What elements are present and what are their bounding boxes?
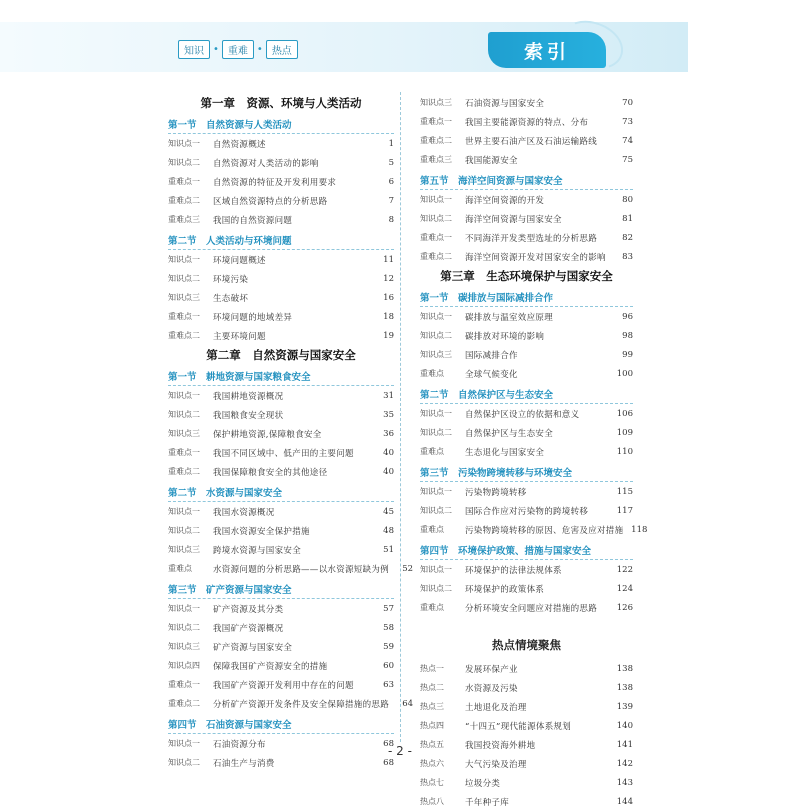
entry-text: 保护耕地资源,保障粮食安全 <box>213 429 322 440</box>
entry-label: 热点二 <box>420 683 444 692</box>
entry-label: 热点五 <box>420 740 444 749</box>
section-title: 第二节 自然保护区与生态安全 <box>420 389 633 404</box>
entry-label: 知识点三 <box>420 98 452 107</box>
entry-label: 知识点二 <box>420 584 452 593</box>
toc-entry[interactable] <box>420 228 633 247</box>
toc-entry[interactable] <box>420 326 633 345</box>
toc-entry[interactable] <box>168 540 394 559</box>
tag-knowledge: 知识 <box>178 40 210 59</box>
entry-label: 热点四 <box>420 721 444 730</box>
entry-page: 63 <box>383 679 394 690</box>
page-number: - 2 - <box>388 744 412 758</box>
toc-entry[interactable] <box>420 678 633 697</box>
entry-label: 知识点四 <box>168 661 200 670</box>
header-tags <box>178 40 298 59</box>
toc-entry[interactable] <box>168 153 394 172</box>
entry-page: 98 <box>622 330 633 341</box>
entry-label: 重难点三 <box>420 155 452 164</box>
toc-entry[interactable] <box>420 442 633 461</box>
toc-entry[interactable] <box>420 364 633 383</box>
entry-text: 水资源问题的分析思路——以水资源短缺为例 <box>213 564 390 575</box>
entry-text: 千年种子库 <box>465 797 510 808</box>
toc-entry[interactable] <box>420 423 633 442</box>
page-header <box>0 0 800 80</box>
entry-text: 生态退化与国家安全 <box>465 447 545 458</box>
entry-page: 19 <box>383 330 394 341</box>
entry-text: 保障我国矿产资源安全的措施 <box>213 661 328 672</box>
entry-text: 石油资源分布 <box>213 739 266 750</box>
entry-text: 环境问题概述 <box>213 255 266 266</box>
entry-text: 海洋空间资源开发对国家安全的影响 <box>465 252 606 263</box>
entry-label: 知识点一 <box>168 255 200 264</box>
toc-entry[interactable] <box>168 462 394 481</box>
entry-label: 知识点三 <box>168 545 200 554</box>
toc-entry[interactable] <box>168 405 394 424</box>
entry-text: 碳排放与温室效应原理 <box>465 312 554 323</box>
entry-page: 96 <box>622 311 633 322</box>
entry-text: 发展环保产业 <box>465 664 518 675</box>
entry-text: 国际合作应对污染物的跨境转移 <box>465 506 589 517</box>
chapter-title: 第一章 资源、环境与人类活动 <box>200 96 362 110</box>
entry-label: 热点一 <box>420 664 444 673</box>
entry-text: 生态破坏 <box>213 293 249 304</box>
entry-page: 7 <box>388 195 394 206</box>
entry-page: 58 <box>383 622 394 633</box>
entry-page: 117 <box>616 505 633 516</box>
entry-page: 80 <box>622 194 633 205</box>
entry-page: 12 <box>383 273 394 284</box>
toc-entry[interactable] <box>168 191 394 210</box>
section-title: 第二节 水资源与国家安全 <box>168 487 394 502</box>
toc-entry[interactable] <box>168 269 394 288</box>
entry-text: 海洋空间资源的开发 <box>465 195 545 206</box>
entry-label: 重难点一 <box>168 312 200 321</box>
entry-text: 碳排放对环境的影响 <box>465 331 545 342</box>
entry-label: 知识点二 <box>168 158 200 167</box>
entry-text: 自然资源对人类活动的影响 <box>213 158 319 169</box>
entry-text: 大气污染及治理 <box>465 759 527 770</box>
entry-label: 知识点二 <box>168 623 200 632</box>
entry-label: 知识点三 <box>168 642 200 651</box>
entry-label: 知识点一 <box>420 565 452 574</box>
toc-entry[interactable] <box>168 326 394 345</box>
entry-page: 57 <box>383 603 394 614</box>
entry-page: 74 <box>622 135 633 146</box>
entry-label: 知识点一 <box>168 507 200 516</box>
toc-entry[interactable] <box>168 386 394 405</box>
left-column <box>168 93 414 772</box>
entry-label: 知识点一 <box>168 604 200 613</box>
toc-entry[interactable] <box>168 443 394 462</box>
entry-label: 重难点一 <box>168 177 200 186</box>
entry-label: 知识点二 <box>168 410 200 419</box>
entry-page: 60 <box>383 660 394 671</box>
right-column <box>420 93 648 811</box>
entry-label: 知识点一 <box>168 739 200 748</box>
entry-page: 40 <box>383 466 394 477</box>
entry-page: 73 <box>622 116 633 127</box>
entry-label: 重难点二 <box>168 196 200 205</box>
toc-entry[interactable] <box>168 250 394 269</box>
entry-label: 重难点二 <box>420 136 452 145</box>
entry-text: 我国投资海外耕地 <box>465 740 536 751</box>
entry-page: 36 <box>383 428 394 439</box>
entry-page: 6 <box>388 176 394 187</box>
entry-page: 59 <box>383 641 394 652</box>
toc-entry[interactable] <box>420 598 633 617</box>
toc-entry[interactable] <box>420 307 633 326</box>
toc-entry[interactable] <box>420 209 633 228</box>
entry-page: 82 <box>622 232 633 243</box>
toc-entry[interactable] <box>420 659 633 678</box>
entry-text: 污染物跨境转移 <box>465 487 527 498</box>
page-title: 索引 <box>488 32 606 68</box>
toc-entry[interactable] <box>420 190 633 209</box>
toc-entry[interactable] <box>420 482 633 501</box>
toc-entry[interactable] <box>420 697 633 716</box>
toc-entry[interactable] <box>420 501 633 520</box>
entry-text: 污染物跨境转移的原因、危害及应对措施 <box>465 525 624 536</box>
entry-text: 分析环境安全问题应对措施的思路 <box>465 603 598 614</box>
entry-label: 知识点一 <box>168 139 200 148</box>
entry-label: 知识点二 <box>420 506 452 515</box>
entry-label: 重难点一 <box>168 680 200 689</box>
entry-text: 区域自然资源特点的分析思路 <box>213 196 328 207</box>
entry-page: 115 <box>616 486 633 497</box>
toc-entry[interactable] <box>420 792 633 811</box>
toc-entry[interactable] <box>168 134 394 153</box>
toc-entry[interactable] <box>420 404 633 423</box>
toc-entry[interactable] <box>168 307 394 326</box>
entry-text: 环境保护的政策体系 <box>465 584 545 595</box>
entry-page: 142 <box>616 758 633 769</box>
section-title: 第四节 环境保护政策、措施与国家安全 <box>420 545 633 560</box>
entry-label: 重难点二 <box>168 331 200 340</box>
entry-text: 我国矿产资源概况 <box>213 623 284 634</box>
tag-hotspot: 热点 <box>266 40 298 59</box>
toc-entry[interactable] <box>420 560 633 579</box>
entry-label: 重难点二 <box>168 467 200 476</box>
section-title: 第三节 污染物跨境转移与环境安全 <box>420 467 633 482</box>
toc-entry[interactable] <box>420 112 633 131</box>
toc-entry[interactable] <box>420 247 633 266</box>
entry-text: 我国的自然资源问题 <box>213 215 293 226</box>
entry-text: 我国水资源安全保护措施 <box>213 526 310 537</box>
entry-label: 知识点二 <box>420 214 452 223</box>
entry-text: 我国水资源概况 <box>213 507 275 518</box>
toc-entry[interactable] <box>168 502 394 521</box>
entry-label: 知识点一 <box>168 391 200 400</box>
entry-page: 5 <box>388 157 394 168</box>
toc-entry[interactable] <box>420 579 633 598</box>
toc-entry[interactable] <box>168 675 394 694</box>
toc-entry[interactable] <box>168 172 394 191</box>
tag-separator: • <box>256 44 263 55</box>
entry-text: 水资源及污染 <box>465 683 518 694</box>
entry-page: 68 <box>383 738 394 749</box>
entry-text: 环境保护的法律法规体系 <box>465 565 562 576</box>
entry-text: 矿产资源与国家安全 <box>213 642 293 653</box>
entry-text: 矿产资源及其分类 <box>213 604 284 615</box>
entry-label: 知识点二 <box>168 274 200 283</box>
entry-page: 138 <box>616 682 633 693</box>
toc-entry[interactable] <box>168 288 394 307</box>
entry-label: 热点八 <box>420 797 444 806</box>
section-title: 第一节 碳排放与国际减排合作 <box>420 292 633 307</box>
entry-page: 106 <box>616 408 633 419</box>
chapter-title: 第二章 自然资源与国家安全 <box>206 348 356 362</box>
entry-label: 重难点三 <box>168 215 200 224</box>
entry-page: 99 <box>622 349 633 360</box>
entry-page: 1 <box>388 138 394 149</box>
toc-entry[interactable] <box>168 599 394 618</box>
entry-text: 石油资源与国家安全 <box>465 98 545 109</box>
entry-page: 70 <box>622 97 633 108</box>
entry-page: 11 <box>383 254 394 265</box>
toc-entry[interactable] <box>168 424 394 443</box>
toc-entry[interactable] <box>168 210 394 229</box>
entry-label: 重难点 <box>420 525 444 534</box>
entry-label: 重难点 <box>420 447 444 456</box>
entry-text: 我国耕地资源概况 <box>213 391 284 402</box>
section-title: 第五节 海洋空间资源与国家安全 <box>420 175 633 190</box>
entry-label: 重难点二 <box>168 699 200 708</box>
section-title: 第二节 人类活动与环境问题 <box>168 235 394 250</box>
entry-label: 重难点一 <box>420 117 452 126</box>
entry-page: 122 <box>616 564 633 575</box>
entry-page: 40 <box>383 447 394 458</box>
entry-text: 我国粮食安全现状 <box>213 410 284 421</box>
entry-page: 16 <box>383 292 394 303</box>
toc-entry[interactable] <box>168 618 394 637</box>
section-title: 第四节 石油资源与国家安全 <box>168 719 394 734</box>
entry-label: 热点七 <box>420 778 444 787</box>
entry-text: 我国保障粮食安全的其他途径 <box>213 467 328 478</box>
toc-entry[interactable] <box>420 131 633 150</box>
entry-text: 全球气候变化 <box>465 369 518 380</box>
entry-text: 环境问题的地域差异 <box>213 312 293 323</box>
entry-label: 知识点三 <box>420 350 452 359</box>
entry-label: 重难点 <box>168 564 192 573</box>
entry-text: 我国能源安全 <box>465 155 518 166</box>
entry-label: 知识点二 <box>168 526 200 535</box>
entry-text: 分析矿产资源开发条件及安全保障措施的思路 <box>213 699 390 710</box>
entry-text: 自然保护区与生态安全 <box>465 428 554 439</box>
entry-page: 144 <box>616 796 633 807</box>
entry-text: 环境污染 <box>213 274 249 285</box>
toc-entry[interactable] <box>420 345 633 364</box>
toc-entry[interactable] <box>168 694 414 713</box>
entry-page: 118 <box>631 524 648 535</box>
column-divider <box>400 92 401 742</box>
entry-page: 83 <box>622 251 633 262</box>
entry-text: 我国不同区域中、低产田的主要问题 <box>213 448 354 459</box>
entry-page: 51 <box>383 544 394 555</box>
entry-label: 知识点二 <box>168 758 200 767</box>
entry-page: 35 <box>383 409 394 420</box>
entry-text: 不同海洋开发类型选址的分析思路 <box>465 233 598 244</box>
entry-text: 海洋空间资源与国家安全 <box>465 214 562 225</box>
entry-label: 重难点一 <box>168 448 200 457</box>
entry-label: 知识点二 <box>420 331 452 340</box>
entry-page: 143 <box>616 777 633 788</box>
section-title: 第一节 自然资源与人类活动 <box>168 119 394 134</box>
entry-text: 我国矿产资源开发利用中存在的问题 <box>213 680 354 691</box>
entry-text: 世界主要石油产区及石油运输路线 <box>465 136 598 147</box>
entry-text: 跨境水资源与国家安全 <box>213 545 302 556</box>
entry-label: 知识点一 <box>420 487 452 496</box>
section-title: 第三节 矿产资源与国家安全 <box>168 584 394 599</box>
entry-text: 我国主要能源资源的特点、分布 <box>465 117 589 128</box>
entry-label: 知识点三 <box>168 293 200 302</box>
entry-label: 重难点 <box>420 369 444 378</box>
entry-page: 124 <box>616 583 633 594</box>
entry-label: 重难点 <box>420 603 444 612</box>
entry-label: 知识点二 <box>420 428 452 437</box>
entry-text: 自然资源的特征及开发利用要求 <box>213 177 337 188</box>
entry-page: 64 <box>402 698 414 709</box>
toc-entry[interactable] <box>420 520 648 539</box>
entry-page: 139 <box>616 701 633 712</box>
entry-label: 热点三 <box>420 702 444 711</box>
entry-page: 75 <box>622 154 633 165</box>
entry-label: 热点六 <box>420 759 444 768</box>
entry-page: 138 <box>616 663 633 674</box>
entry-label: 重难点一 <box>420 233 452 242</box>
entry-text: “十四五”现代能源体系规划 <box>465 721 572 732</box>
tag-difficulty: 重难 <box>222 40 254 59</box>
tag-separator: • <box>213 44 219 55</box>
toc-entry[interactable] <box>168 521 394 540</box>
toc-entry[interactable] <box>420 150 633 169</box>
entry-text: 自然资源概述 <box>213 139 266 150</box>
toc-entry[interactable] <box>420 716 633 735</box>
entry-page: 140 <box>616 720 633 731</box>
section-title: 第一节 耕地资源与国家粮食安全 <box>168 371 394 386</box>
entry-text: 土地退化及治理 <box>465 702 527 713</box>
entry-page: 48 <box>383 525 394 536</box>
entry-text: 自然保护区设立的依据和意义 <box>465 409 580 420</box>
entry-page: 31 <box>383 390 394 401</box>
entry-label: 重难点二 <box>420 252 452 261</box>
entry-page: 109 <box>616 427 633 438</box>
entry-label: 知识点一 <box>420 409 452 418</box>
toc-entry[interactable] <box>168 637 394 656</box>
toc-entry[interactable] <box>420 93 633 112</box>
entry-page: 18 <box>383 311 394 322</box>
hotspot-title: 热点情境聚焦 <box>492 638 561 652</box>
entry-page: 8 <box>388 214 394 225</box>
toc-entry[interactable] <box>420 773 633 792</box>
entry-page: 110 <box>616 446 633 457</box>
entry-page: 100 <box>616 368 633 379</box>
entry-text: 国际减排合作 <box>465 350 518 361</box>
entry-page: 45 <box>383 506 394 517</box>
entry-page: 68 <box>383 757 394 768</box>
entry-page: 52 <box>402 563 414 574</box>
entry-text: 石油生产与消费 <box>213 758 275 769</box>
entry-label: 知识点三 <box>168 429 200 438</box>
toc-entry[interactable] <box>168 559 414 578</box>
entry-label: 知识点一 <box>420 195 452 204</box>
entry-page: 126 <box>616 602 633 613</box>
entry-page: 141 <box>616 739 633 750</box>
chapter-title: 第三章 生态环境保护与国家安全 <box>440 269 613 283</box>
toc-entry[interactable] <box>168 656 394 675</box>
entry-text: 主要环境问题 <box>213 331 266 342</box>
entry-label: 知识点一 <box>420 312 452 321</box>
entry-text: 垃圾分类 <box>465 778 501 789</box>
entry-page: 81 <box>622 213 633 224</box>
